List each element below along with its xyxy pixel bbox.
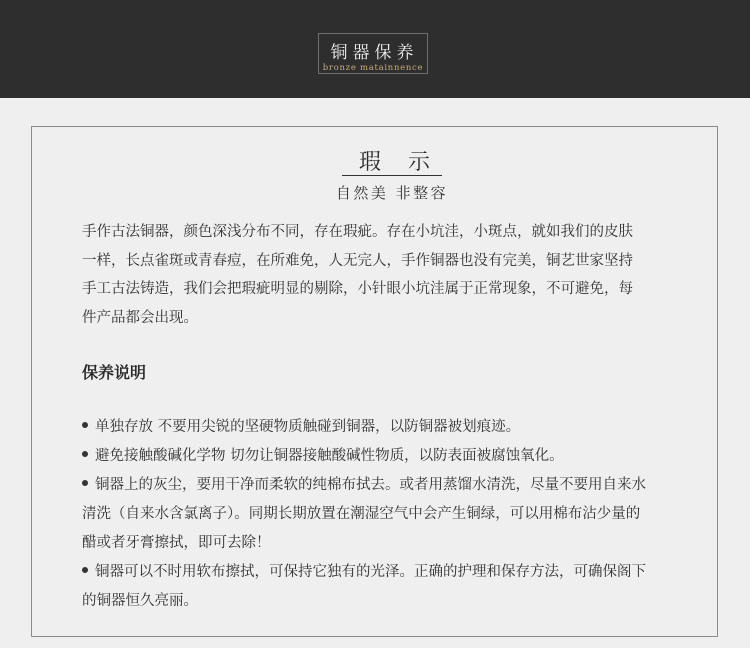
- bullet-icon: [82, 480, 88, 486]
- flaw-paragraph: 手作古法铜器，颜色深浅分布不同，存在瑕疵。存在小坑洼，小斑点，就如我们的皮肤一样，长点雀斑或青春痘，在所难免，人无完人，手作铜器也没有完美，铜艺世家坚持手工古法铸造，我们会把瑕疵明显的剔除，小针眼小坑洼属于正常现象，不可避免，每件产品都会出现。: [82, 224, 633, 326]
- flaw-subtitle: 自然美 非整容: [335, 184, 449, 202]
- brand-subtitle: bronze matainnence: [322, 63, 424, 73]
- care-list: [82, 413, 647, 616]
- bullet-icon: [82, 422, 88, 428]
- care-item-text: 铜器上的灰尘，要用干净而柔软的纯棉布拭去。或者用蒸馏水清洗，尽量不要用自来水清洗（自来水含氯离子）。同期长期放置在潮湿空气中会产生铜绿，可以用棉布沾少量的醋或者牙膏擦拭，即可去除！: [82, 477, 646, 551]
- flaw-title: 瑕 示: [359, 150, 440, 175]
- care-item-text: 单独存放 不要用尖锐的坚硬物质触碰到铜器，以防铜器被划痕迹。: [95, 419, 521, 435]
- care-item: [82, 442, 647, 471]
- care-item: [82, 471, 647, 558]
- header-banner: [0, 0, 750, 98]
- content-card: [31, 126, 718, 637]
- bullet-icon: [82, 451, 88, 457]
- care-section-title: 保养说明: [82, 363, 147, 382]
- care-item: [82, 413, 647, 442]
- brand-frame: [318, 33, 428, 73]
- care-item-text: 避免接触酸碱化学物 切勿让铜器接触酸碱性物质，以防表面被腐蚀氧化。: [95, 448, 564, 464]
- flaw-title-underline: [342, 175, 442, 176]
- brand-underline: [318, 73, 428, 74]
- care-item-text: 铜器可以不时用软布擦拭，可保持它独有的光泽。正确的护理和保存方法，可确保阁下的铜器恒久亮丽。: [82, 564, 646, 609]
- brand-title: 铜器保养: [330, 43, 419, 63]
- care-item: [82, 558, 647, 616]
- bullet-icon: [82, 567, 88, 573]
